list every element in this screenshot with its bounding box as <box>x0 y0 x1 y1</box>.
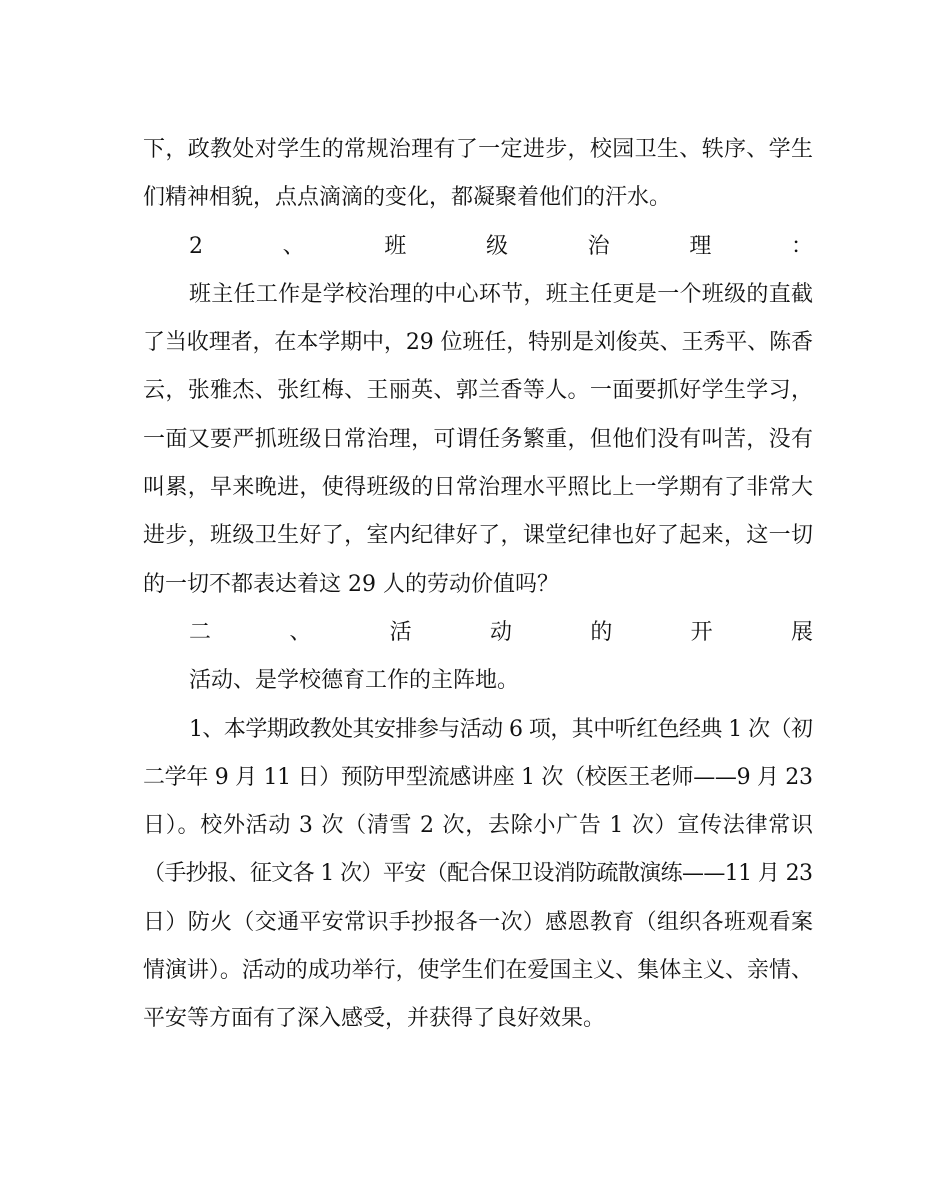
text-line: 的一切不都表达着这 29 人的劳动价值吗？ <box>143 571 559 597</box>
text-line: 了当收理者，在本学期中，29 位班任，特别是刘俊英、王秀平、陈香 <box>143 330 813 356</box>
text-line: 叫累，早来晚进，使得班级的日常治理水平照比上一学期有了非常大 <box>143 475 814 501</box>
text-line: 云，张雅杰、张红梅、王丽英、郭兰香等人。一面要抓好学生学习， <box>143 378 814 404</box>
text-line: 一面又要严抓班级日常治理，可谓任务繁重，但他们没有叫苦，没有 <box>143 426 814 452</box>
text-line: 二、活动的开展 <box>189 619 892 645</box>
text-line: 日）防火（交通平安常识手抄报各一次）感恩教育（组织各班观看案 <box>143 909 814 935</box>
document-body <box>143 126 893 1044</box>
text-line: 班主任工作是学校治理的中心环节，班主任更是一个班级的直截 <box>189 281 814 307</box>
text-line: 2、班级治理： <box>189 233 893 259</box>
text-line: 情演讲）。活动的成功举行，使学生们在爱国主义、集体主义、亲情、 <box>143 958 813 984</box>
text-line: 平安等方面有了深入感受，并获得了良好效果。 <box>143 1006 606 1032</box>
text-line: 二学年 9 月 11 日）预防甲型流感讲座 1 次（校医王老师——9 月 23 <box>143 764 813 790</box>
text-line: 进步，班级卫生好了，室内纪律好了，课堂纪律也好了起来，这一切 <box>143 523 814 549</box>
text-line: 们精神相貌，点点滴滴的变化，都凝聚着他们的汗水。 <box>143 185 672 211</box>
text-line: 下，政教处对学生的常规治理有了一定进步，校园卫生、轶序、学生 <box>143 137 814 162</box>
text-line: 活动、是学校德育工作的主阵地。 <box>189 668 520 694</box>
text-line: （手抄报、征文各 1 次）平安（配合保卫设消防疏散演练——11 月 23 <box>143 861 813 887</box>
text-line: 1、本学期政教处其安排参与活动 6 项，其中听红色经典 1 次（初 <box>189 716 813 742</box>
text-line: 日）。校外活动 3 次（清雪 2 次，去除小广告 1 次）宣传法律常识 <box>143 813 814 839</box>
